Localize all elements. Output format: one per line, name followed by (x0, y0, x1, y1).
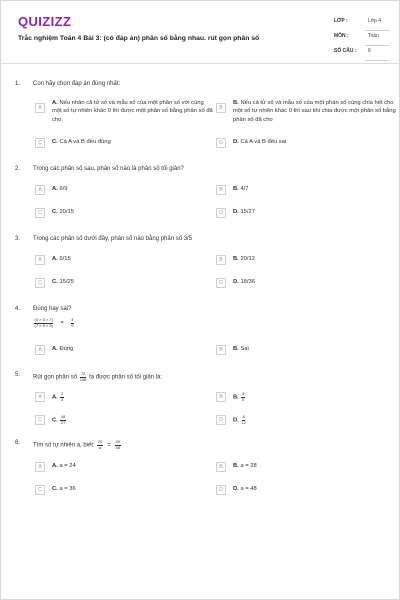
option-letter: B (216, 185, 226, 195)
option-text (52, 185, 68, 193)
option-fraction (60, 392, 63, 402)
question-text (33, 440, 122, 450)
option-letter: C (35, 415, 45, 425)
option-c[interactable] (35, 485, 76, 495)
option-text (52, 462, 76, 470)
question-text: Đúng hay sai? (33, 306, 72, 312)
option-b[interactable] (216, 255, 255, 265)
option-a[interactable] (35, 345, 73, 355)
option-text (233, 345, 249, 353)
question-number: 4. (15, 306, 21, 312)
option-text (233, 485, 257, 493)
option-text (52, 255, 71, 263)
option-d[interactable] (216, 415, 247, 425)
option-body: a = 48 (240, 486, 257, 492)
meta-box (334, 16, 386, 61)
option-label: D. (233, 279, 239, 285)
option-letter: B (216, 392, 226, 402)
meta-class-key: LỚP : (334, 18, 348, 24)
option-label: D. (233, 139, 239, 145)
question-text-before: Rút gọn phân số (33, 374, 78, 381)
option-label: C. (52, 486, 58, 492)
option-label: A. (52, 100, 58, 106)
option-body: a = 36 (59, 486, 76, 492)
option-letter: C (35, 208, 45, 218)
fraction-numerator: 20 (97, 439, 103, 444)
fraction-denominator: 108 (79, 376, 87, 382)
option-a[interactable] (35, 255, 71, 265)
fraction-denominator: 27 (60, 419, 66, 425)
option-label: B. (233, 256, 239, 262)
fraction-denominator: 5 (241, 396, 245, 402)
option-body: 4/7 (240, 186, 249, 192)
option-text (233, 208, 255, 216)
option-body: 6/15 (59, 256, 71, 262)
option-text (233, 185, 249, 193)
question-fraction (80, 372, 87, 382)
header-divider (1, 63, 400, 64)
option-body: Nếu cả tử số và mẫu số của một phân số cùng chia hết cho một số tự nhiên khác 0 thì sau khi chia được một phân số bằng phân số đã cho (233, 100, 396, 123)
option-text (52, 485, 76, 493)
option-body: 15/27 (240, 209, 255, 215)
option-label: C. (52, 139, 58, 145)
option-text (52, 345, 73, 353)
fraction-numerator: 3 (241, 391, 245, 396)
option-letter: B (216, 255, 226, 265)
question-text-after: ta được phân số tối giản là: (89, 374, 163, 381)
option-fraction (60, 415, 65, 425)
fraction-denominator: 48 (115, 444, 120, 450)
fraction-denominator: 3 (60, 396, 64, 402)
fraction-numerator: 2 (60, 391, 64, 396)
question-text (33, 372, 162, 382)
option-c[interactable] (35, 208, 74, 218)
question-text: Trong các phân số dưới đây, phân số nào bằng phân số 3/5 (33, 236, 193, 242)
option-b[interactable] (216, 392, 246, 402)
option-c[interactable] (35, 278, 74, 288)
option-d[interactable] (216, 208, 255, 218)
option-body: Nếu nhân cả tử số và mẫu số của một phân số với cùng một số tự nhiên khác 0 thì được một phân số bằng phân số đã cho. (52, 100, 213, 123)
option-letter: A (35, 462, 45, 472)
meta-subject-value: Toán (368, 33, 379, 39)
option-letter: B (216, 103, 226, 113)
option-label: B. (233, 186, 239, 192)
option-label: B. (233, 463, 239, 469)
fraction-numerator: 4 (71, 317, 74, 322)
option-body: a = 24 (59, 463, 76, 469)
option-fraction (241, 392, 244, 402)
option-body: 6/9 (59, 186, 68, 192)
option-label: A. (52, 394, 58, 401)
option-label: C. (52, 279, 58, 285)
meta-count-key: SỐ CÂU : (334, 48, 357, 54)
meta-count (334, 46, 386, 61)
option-label: A. (52, 346, 58, 352)
fraction-left (97, 440, 102, 450)
option-letter: D (216, 138, 226, 148)
fraction-numerator: (4 × 5 × 7) (34, 317, 53, 322)
option-body: Cả A và B đều đúng (59, 139, 111, 145)
equals-sign: = (107, 442, 111, 449)
meta-class-value: Lớp 4 (368, 18, 382, 24)
fraction-denominator: (7 × 5 × 9) (34, 322, 53, 328)
meta-subject-key: MÔN : (334, 33, 349, 39)
question-number: 1. (15, 81, 21, 87)
option-b[interactable] (216, 99, 396, 124)
question-text-before: Tìm số tự nhiên a, biết: (33, 442, 95, 449)
question-text: Con hãy chọn đáp án đúng nhất: (33, 81, 121, 87)
option-body: Cả A và B đều sai (240, 139, 287, 145)
fraction-numerator: 8 (242, 414, 245, 419)
option-body: 15/25 (59, 279, 74, 285)
option-label: B. (233, 100, 239, 106)
option-letter: D (216, 485, 226, 495)
fraction-left (34, 318, 53, 328)
option-a[interactable] (35, 462, 76, 472)
quizizz-logo: QUIZIZZ (18, 14, 72, 29)
option-c[interactable] (35, 138, 205, 148)
fraction-numerator: 72 (80, 371, 86, 376)
option-letter: A (35, 392, 45, 402)
option-label: A. (52, 256, 58, 262)
question-text: Trong các phân số sau, phân số nào là phân số tối giản? (33, 166, 184, 172)
option-b[interactable] (216, 345, 249, 355)
option-text (52, 99, 215, 124)
option-text (52, 415, 67, 425)
option-letter: A (35, 345, 45, 355)
fraction-right (71, 318, 74, 328)
option-label: B. (233, 394, 239, 401)
fraction-numerator: 40 (115, 439, 120, 444)
page-title: Trắc nghiệm Toán 4 Bài 3: (có đáp án) phân số bằng nhau. rút gọn phân số (18, 35, 260, 42)
meta-subject (334, 31, 386, 46)
option-body: 20/15 (59, 209, 74, 215)
meta-class (334, 16, 386, 31)
option-body: a = 28 (240, 463, 257, 469)
option-label: A. (52, 463, 58, 469)
option-c[interactable] (35, 415, 67, 425)
fraction-right (115, 440, 120, 450)
option-b[interactable] (216, 185, 249, 195)
option-body: Sai (240, 346, 249, 352)
option-text (52, 278, 74, 286)
option-d[interactable] (216, 138, 386, 148)
option-body: Đúng (59, 346, 74, 352)
question-expression (33, 318, 75, 328)
option-label: B. (233, 346, 239, 352)
option-letter: D (216, 278, 226, 288)
option-body: 18/36 (240, 279, 255, 285)
option-text (233, 138, 286, 146)
option-letter: B (216, 462, 226, 472)
fraction-numerator: 18 (60, 414, 66, 419)
option-letter: D (216, 415, 226, 425)
option-letter: C (35, 485, 45, 495)
fraction-denominator: a (99, 444, 102, 450)
option-label: A. (52, 186, 58, 192)
option-fraction (241, 415, 245, 425)
option-d[interactable] (216, 485, 257, 495)
option-label: D. (233, 417, 239, 424)
option-text (233, 255, 255, 263)
fraction-denominator: 12 (241, 419, 246, 425)
option-text (233, 99, 396, 124)
option-label: D. (233, 486, 239, 492)
equals-sign: = (60, 320, 64, 326)
option-text (233, 415, 247, 425)
option-a[interactable] (35, 392, 65, 402)
option-b[interactable] (216, 462, 257, 472)
question-number: 6. (15, 440, 21, 446)
option-letter: B (216, 345, 226, 355)
question-number: 5. (15, 372, 21, 378)
option-text (52, 138, 111, 146)
option-label: C. (52, 417, 58, 424)
option-d[interactable] (216, 278, 255, 288)
question-number: 3. (15, 236, 21, 242)
option-label: D. (233, 209, 239, 215)
option-text (233, 392, 246, 402)
option-a[interactable] (35, 185, 68, 195)
meta-count-value: 6 (368, 48, 371, 54)
option-letter: D (216, 208, 226, 218)
option-letter: C (35, 278, 45, 288)
option-a[interactable] (35, 99, 215, 124)
option-label: C. (52, 209, 58, 215)
fraction-denominator: 9 (71, 322, 74, 328)
option-text (233, 462, 257, 470)
option-text (52, 392, 65, 402)
option-text (233, 278, 255, 286)
question-number: 2. (15, 166, 21, 172)
option-letter: A (35, 255, 45, 265)
option-body: 20/12 (240, 256, 255, 262)
option-letter: A (35, 103, 45, 113)
option-letter: C (35, 138, 45, 148)
option-text (52, 208, 74, 216)
option-letter: A (35, 185, 45, 195)
